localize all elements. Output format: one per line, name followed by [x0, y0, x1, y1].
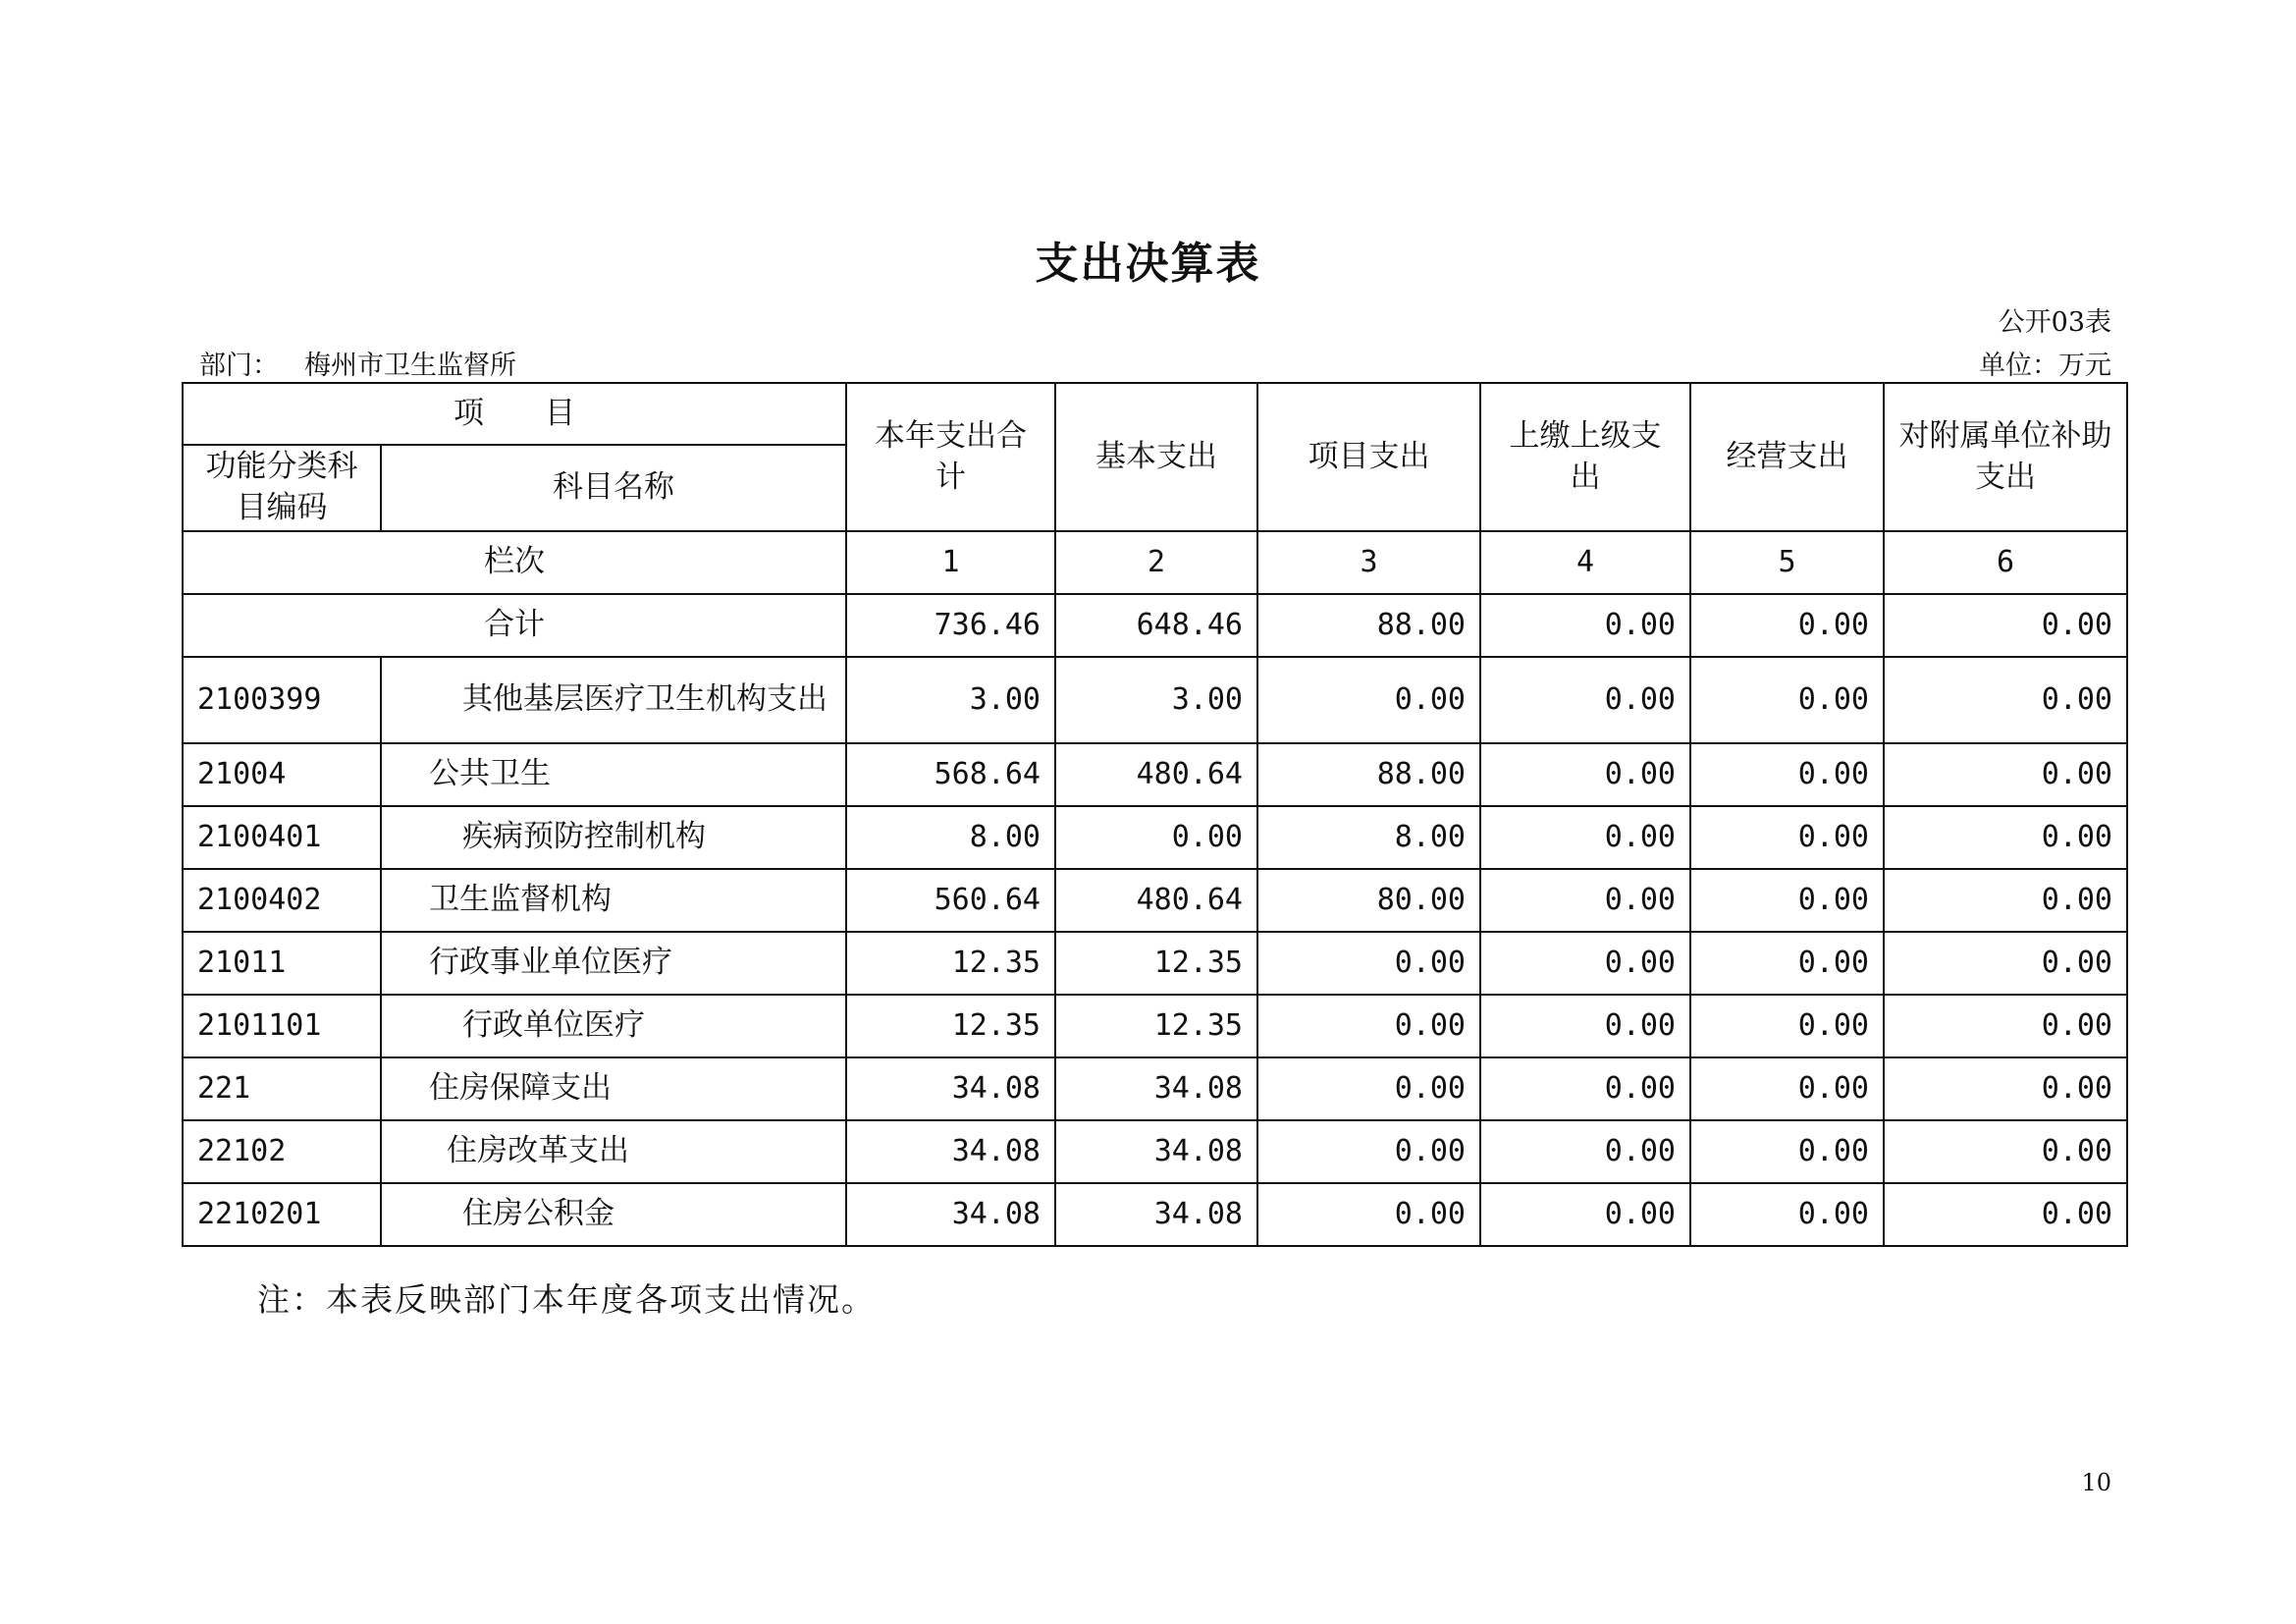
- index-num: 4: [1480, 531, 1690, 594]
- row-code: 21004: [183, 743, 381, 806]
- header-item: 项 目: [183, 383, 846, 445]
- row-value: 0.00: [1690, 995, 1884, 1057]
- page-number: 10: [2081, 1469, 2111, 1496]
- table-row: [183, 869, 2127, 932]
- row-value: 0.00: [1257, 932, 1480, 995]
- row-value: 34.08: [846, 1183, 1055, 1246]
- row-code: 2210201: [183, 1183, 381, 1246]
- row-name: 其他基层医疗卫生机构支出: [381, 657, 846, 743]
- unit-label: 单位：万元: [1979, 351, 2111, 381]
- header-col3: 项目支出: [1257, 383, 1480, 531]
- form-number: 公开03表: [1998, 307, 2111, 338]
- row-value: 3.00: [1055, 657, 1257, 743]
- row-value: 0.00: [1480, 1183, 1690, 1246]
- page-title: 支出决算表: [1035, 239, 1261, 289]
- row-value: 0.00: [1257, 995, 1480, 1057]
- row-value: 0.00: [1884, 995, 2127, 1057]
- row-value: 0.00: [1480, 1057, 1690, 1120]
- row-value: 12.35: [1055, 995, 1257, 1057]
- row-value: 34.08: [1055, 1120, 1257, 1183]
- row-value: 34.08: [846, 1120, 1055, 1183]
- row-value: 480.64: [1055, 743, 1257, 806]
- row-value: 0.00: [1257, 1183, 1480, 1246]
- row-value: 0.00: [1690, 743, 1884, 806]
- row-value: 0.00: [1884, 869, 2127, 932]
- row-value: 0.00: [1690, 806, 1884, 869]
- total-value: 88.00: [1257, 594, 1480, 657]
- table-row: [183, 995, 2127, 1057]
- row-value: 34.08: [1055, 1057, 1257, 1120]
- table-row: [183, 806, 2127, 869]
- row-value: 0.00: [1480, 743, 1690, 806]
- row-value: 0.00: [1480, 657, 1690, 743]
- total-value: 736.46: [846, 594, 1055, 657]
- header-col1: 本年支出合计: [846, 383, 1055, 531]
- row-name: 住房公积金: [381, 1183, 846, 1246]
- row-value: 0.00: [1690, 932, 1884, 995]
- index-num: 1: [846, 531, 1055, 594]
- row-value: 0.00: [1690, 657, 1884, 743]
- row-value: 12.35: [1055, 932, 1257, 995]
- row-code: 2100399: [183, 657, 381, 743]
- row-code: 22102: [183, 1120, 381, 1183]
- row-value: 0.00: [1690, 1183, 1884, 1246]
- row-value: 0.00: [1884, 932, 2127, 995]
- row-value: 0.00: [1480, 806, 1690, 869]
- header-row-top: [183, 383, 2127, 445]
- row-name: 公共卫生: [381, 743, 846, 806]
- total-value: 0.00: [1884, 594, 2127, 657]
- row-value: 34.08: [846, 1057, 1055, 1120]
- index-num: 5: [1690, 531, 1884, 594]
- row-value: 88.00: [1257, 743, 1480, 806]
- expenditure-table: [182, 382, 2128, 1247]
- header-name: 科目名称: [381, 445, 846, 531]
- row-name: 行政单位医疗: [381, 995, 846, 1057]
- row-value: 0.00: [1480, 869, 1690, 932]
- index-num: 3: [1257, 531, 1480, 594]
- row-value: 12.35: [846, 995, 1055, 1057]
- row-value: 8.00: [1257, 806, 1480, 869]
- table-row: [183, 657, 2127, 743]
- total-label: 合计: [183, 594, 846, 657]
- header-col6: 对附属单位补助支出: [1884, 383, 2127, 531]
- row-value: 0.00: [1884, 806, 2127, 869]
- row-value: 12.35: [846, 932, 1055, 995]
- total-value: 0.00: [1480, 594, 1690, 657]
- row-code: 2101101: [183, 995, 381, 1057]
- row-name: 住房改革支出: [381, 1120, 846, 1183]
- header-col2: 基本支出: [1055, 383, 1257, 531]
- row-value: 568.64: [846, 743, 1055, 806]
- row-value: 0.00: [1884, 1057, 2127, 1120]
- department-label: 部门：: [199, 351, 279, 381]
- row-value: 560.64: [846, 869, 1055, 932]
- row-value: 0.00: [1884, 1183, 2127, 1246]
- total-value: 648.46: [1055, 594, 1257, 657]
- row-value: 0.00: [1690, 1120, 1884, 1183]
- index-num: 2: [1055, 531, 1257, 594]
- row-value: 0.00: [1257, 657, 1480, 743]
- row-value: 8.00: [846, 806, 1055, 869]
- row-name: 卫生监督机构: [381, 869, 846, 932]
- index-row: [183, 531, 2127, 594]
- row-value: 0.00: [1690, 1057, 1884, 1120]
- table-row: [183, 932, 2127, 995]
- row-name: 行政事业单位医疗: [381, 932, 846, 995]
- department-line: [199, 344, 516, 382]
- table-row: [183, 1120, 2127, 1183]
- row-code: 2100402: [183, 869, 381, 932]
- table-row: [183, 1057, 2127, 1120]
- department-name: 梅州市卫生监督所: [304, 351, 516, 381]
- row-value: 34.08: [1055, 1183, 1257, 1246]
- row-value: 0.00: [1884, 1120, 2127, 1183]
- row-code: 221: [183, 1057, 381, 1120]
- row-value: 0.00: [1884, 743, 2127, 806]
- row-value: 0.00: [1257, 1057, 1480, 1120]
- index-num: 6: [1884, 531, 2127, 594]
- total-value: 0.00: [1690, 594, 1884, 657]
- row-name: 疾病预防控制机构: [381, 806, 846, 869]
- table-row: [183, 743, 2127, 806]
- row-value: 0.00: [1480, 995, 1690, 1057]
- row-value: 0.00: [1884, 657, 2127, 743]
- total-row: [183, 594, 2127, 657]
- row-value: 0.00: [1257, 1120, 1480, 1183]
- row-value: 0.00: [1480, 932, 1690, 995]
- row-value: 0.00: [1690, 869, 1884, 932]
- header-col5: 经营支出: [1690, 383, 1884, 531]
- table-row: [183, 1183, 2127, 1246]
- header-col4: 上缴上级支出: [1480, 383, 1690, 531]
- header-code: 功能分类科目编码: [183, 445, 381, 531]
- footnote: 注：本表反映部门本年度各项支出情况。: [257, 1280, 876, 1319]
- row-name: 住房保障支出: [381, 1057, 846, 1120]
- row-code: 21011: [183, 932, 381, 995]
- row-code: 2100401: [183, 806, 381, 869]
- row-value: 0.00: [1055, 806, 1257, 869]
- row-value: 480.64: [1055, 869, 1257, 932]
- row-value: 0.00: [1480, 1120, 1690, 1183]
- row-value: 80.00: [1257, 869, 1480, 932]
- index-label: 栏次: [183, 531, 846, 594]
- row-value: 3.00: [846, 657, 1055, 743]
